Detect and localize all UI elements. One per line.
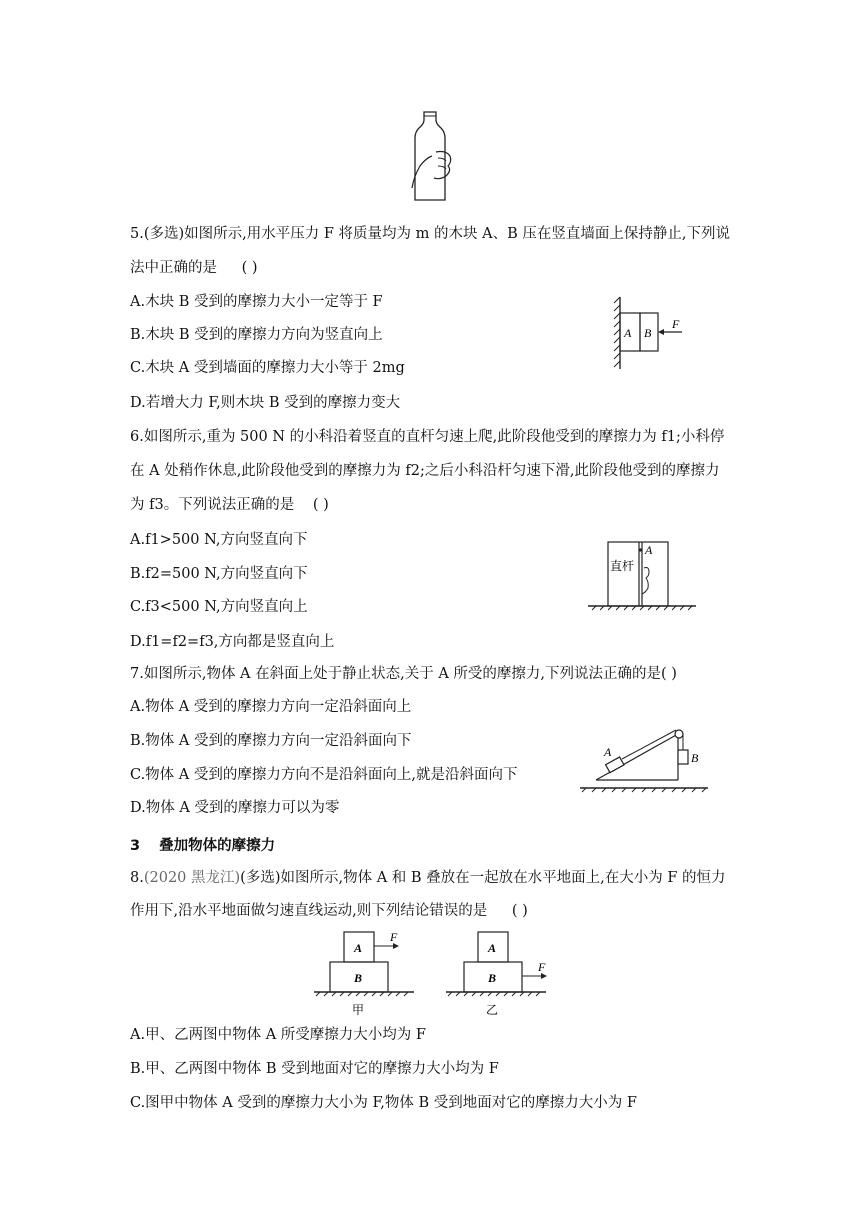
q7-option-b: B.物体 A 受到的摩擦力方向一定沿斜面向下 bbox=[130, 733, 412, 749]
q8-answer-blank: ( ) bbox=[511, 903, 528, 919]
q6-climbing-rod-figure bbox=[588, 538, 700, 610]
q8-stem-line1 bbox=[130, 868, 726, 888]
q6-stem-line1: 6.如图所示,重为 500 N 的小科沿着竖直的直杆匀速上爬,此阶段他受到的摩擦力为 f1;小科停 bbox=[130, 429, 725, 445]
q7-option-a: A.物体 A 受到的摩擦力方向一定沿斜面向上 bbox=[130, 699, 412, 715]
bottle-in-hand-figure bbox=[400, 110, 460, 205]
q7-stem-line1: 7.如图所示,物体 A 在斜面上处于静止状态,关于 A 所受的摩擦力,下列说法正确的是( ) bbox=[130, 666, 677, 682]
q5-option-b: B.木块 B 受到的摩擦力方向为竖直向上 bbox=[130, 327, 383, 343]
q8-jia-label-f: F bbox=[390, 930, 398, 944]
q8-stem-text: (多选)如图所示,物体 A 和 B 叠放在一起放在水平地面上,在大小为 F 的恒力 bbox=[240, 870, 726, 886]
q8-number: 8. bbox=[130, 870, 144, 886]
q8-stem-text-2: 作用下,沿水平地面做匀速直线运动,则下列结论错误的是 bbox=[130, 903, 488, 919]
q8-jia-label-a: A bbox=[354, 941, 363, 955]
q5-answer-blank: ( ) bbox=[241, 260, 258, 276]
q7-label-b: B bbox=[691, 751, 699, 765]
q8-stacked-blocks-figure bbox=[312, 928, 552, 1018]
section-title: 叠加物体的摩擦力 bbox=[159, 838, 276, 854]
q6-option-b: B.f2=500 N,方向竖直向下 bbox=[130, 566, 308, 582]
q6-point-a-label: A bbox=[645, 543, 653, 557]
q7-incline-pulley-figure bbox=[578, 722, 712, 798]
q7-label-a: A bbox=[604, 745, 612, 759]
q6-stem-text: 为 f3。下列说法正确的是 bbox=[130, 497, 295, 513]
q8-caption-yi: 乙 bbox=[486, 1003, 499, 1017]
q5-wall-blocks-figure bbox=[612, 295, 692, 375]
q8-option-a: A.甲、乙两图中物体 A 所受摩擦力大小均为 F bbox=[130, 1027, 426, 1043]
q8-stem-line2 bbox=[130, 901, 528, 921]
q8-yi-label-b: B bbox=[488, 971, 497, 985]
q8-option-b: B.甲、乙两图中物体 B 受到地面对它的摩擦力大小均为 F bbox=[130, 1061, 499, 1077]
q6-option-c: C.f3<500 N,方向竖直向上 bbox=[130, 599, 308, 615]
q6-answer-blank: ( ) bbox=[312, 497, 329, 513]
q7-option-c: C.物体 A 受到的摩擦力方向不是沿斜面向上,就是沿斜面向下 bbox=[130, 767, 518, 783]
q8-caption-jia: 甲 bbox=[352, 1003, 365, 1017]
q8-yi-label-f: F bbox=[538, 960, 546, 974]
q5-option-a: A.木块 B 受到的摩擦力大小一定等于 F bbox=[130, 294, 383, 310]
q6-option-a: A.f1>500 N,方向竖直向下 bbox=[130, 532, 308, 548]
section-number: 3 bbox=[130, 838, 141, 854]
q7-option-d: D.物体 A 受到的摩擦力可以为零 bbox=[130, 800, 340, 816]
q5-label-f: F bbox=[672, 317, 680, 331]
q5-stem-line2 bbox=[130, 258, 258, 278]
q5-label-b: B bbox=[644, 326, 652, 340]
q5-label-a: A bbox=[624, 326, 632, 340]
q8-option-c: C.图甲中物体 A 受到的摩擦力大小为 F,物体 B 受到地面对它的摩擦力大小为 F bbox=[130, 1095, 637, 1111]
q8-jia-label-b: B bbox=[354, 971, 363, 985]
q6-stem-line3 bbox=[130, 495, 329, 515]
q5-stem-text: 法中正确的是 bbox=[130, 260, 217, 276]
q5-stem-line1: 5.(多选)如图所示,用水平压力 F 将质量均为 m 的木块 A、B 压在竖直墙面上保持静止,下列说 bbox=[130, 226, 730, 242]
q5-option-d: D.若增大力 F,则木块 B 受到的摩擦力变大 bbox=[130, 395, 401, 411]
q8-source: (2020 黑龙江) bbox=[143, 870, 241, 886]
q6-rod-label: 直杆 bbox=[610, 559, 635, 573]
q6-stem-line2: 在 A 处稍作休息,此阶段他受到的摩擦力为 f2;之后小科沿杆匀速下滑,此阶段他受到的摩擦力 bbox=[130, 463, 720, 479]
q8-yi-label-a: A bbox=[488, 941, 497, 955]
q6-option-d: D.f1=f2=f3,方向都是竖直向上 bbox=[130, 634, 335, 650]
q5-option-c: C.木块 A 受到墙面的摩擦力大小等于 2mg bbox=[130, 360, 405, 376]
section-heading bbox=[130, 834, 275, 855]
